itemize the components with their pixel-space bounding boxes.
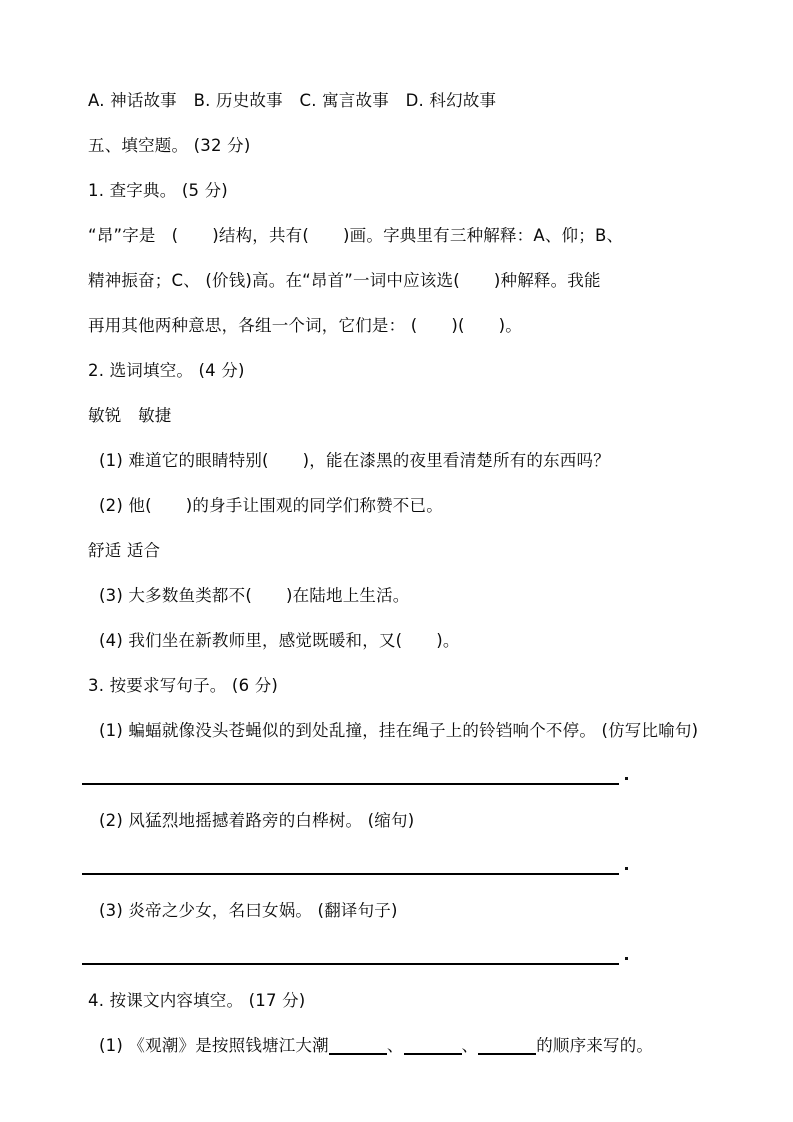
q1-text-b: )结构，共有(: [212, 226, 310, 245]
q2-item1-b: )，能在漆黑的夜里看清楚所有的东西吗？: [302, 451, 610, 470]
answer-rule: [82, 783, 619, 785]
fill-blank-1[interactable]: [329, 1053, 387, 1055]
q1-line3-a: 再用其他两种意思，各组一个词，它们是： (: [88, 316, 418, 335]
question-4-title: 4. 按课文内容填空。 (17 分): [88, 991, 306, 1010]
word-group-1: 敏锐 敏捷: [88, 406, 172, 425]
q4-item1-b: 的顺序来写的。: [536, 1036, 654, 1055]
q1-line3-b: )(: [451, 316, 465, 335]
question-3-answer-line-3[interactable]: [88, 933, 713, 978]
question-3-title: 3. 按要求写句子。 (6 分): [88, 676, 279, 695]
q2-item4-b: )。: [436, 631, 460, 650]
period-mark: [625, 957, 628, 960]
question-2-title: 2. 选词填空。 (4 分): [88, 361, 245, 380]
choice-options-line: A. 神话故事 B. 历史故事 C. 寓言故事 D. 科幻故事: [88, 91, 497, 110]
question-2-item-1: [88, 438, 713, 483]
q2-item3-a: (3) 大多数鱼类都不(: [99, 586, 252, 605]
answer-rule: [82, 963, 619, 965]
question-3-item-2: (2) 风猛烈地摇撼着路旁的白桦树。 (缩句): [99, 811, 415, 830]
q2-item3-b: )在陆地上生活。: [285, 586, 410, 605]
word-group-2: 舒适 适合: [88, 541, 161, 560]
question-3-item-3: (3) 炎帝之少女，名曰女娲。 (翻译句子): [99, 901, 398, 920]
q2-item2-b: )的身手让围观的同学们称赞不已。: [185, 496, 443, 515]
question-1-body-line-2: [88, 258, 713, 303]
q1-line3-c: )。: [498, 316, 523, 335]
period-mark: [625, 777, 628, 780]
q4-sep-1: 、: [386, 1036, 404, 1055]
fill-blank-3[interactable]: [478, 1053, 536, 1055]
question-2-item-3: [88, 573, 713, 618]
question-3-item-1: (1) 蝙蝠就像没头苍蝇似的到处乱撞，挂在绳子上的铃铛响个不停。 (仿写比喻句): [99, 721, 699, 740]
section-five-heading: 五、填空题。 (32 分): [88, 136, 251, 155]
question-4-item-1: [88, 1023, 713, 1068]
q1-line2-b: )种解释。我能: [493, 271, 601, 290]
q1-line2-a: 精神振奋；C、 (价钱)高。在“昂首”一词中应该选(: [88, 271, 460, 290]
q2-item4-a: (4) 我们坐在新教师里，感觉既暖和，又(: [99, 631, 403, 650]
question-1-body-line-3: [88, 303, 713, 348]
q4-item1-a: (1) 《观潮》是按照钱塘江大潮: [99, 1036, 329, 1055]
q2-item2-a: (2) 他(: [99, 496, 152, 515]
q4-sep-2: 、: [461, 1036, 479, 1055]
period-mark: [625, 867, 628, 870]
question-1-title: 1. 查字典。 (5 分): [88, 181, 228, 200]
question-2-item-2: [88, 483, 713, 528]
q2-item1-a: (1) 难道它的眼睛特别(: [99, 451, 269, 470]
answer-rule: [82, 873, 619, 875]
question-3-answer-line-1[interactable]: [88, 753, 713, 798]
q1-text-a: “昂”字是: [88, 226, 156, 245]
q1-text-c: )画。字典里有三种解释：A、仰；B、: [343, 226, 624, 245]
question-3-answer-line-2[interactable]: [88, 843, 713, 888]
question-2-item-4: [88, 618, 713, 663]
exam-content: [88, 78, 713, 1068]
question-1-body-line-1: “昂”字是 ( )结构，共有( )画。字典里有三种解释：A、仰；B、: [88, 226, 624, 245]
fill-blank-2[interactable]: [404, 1053, 462, 1055]
